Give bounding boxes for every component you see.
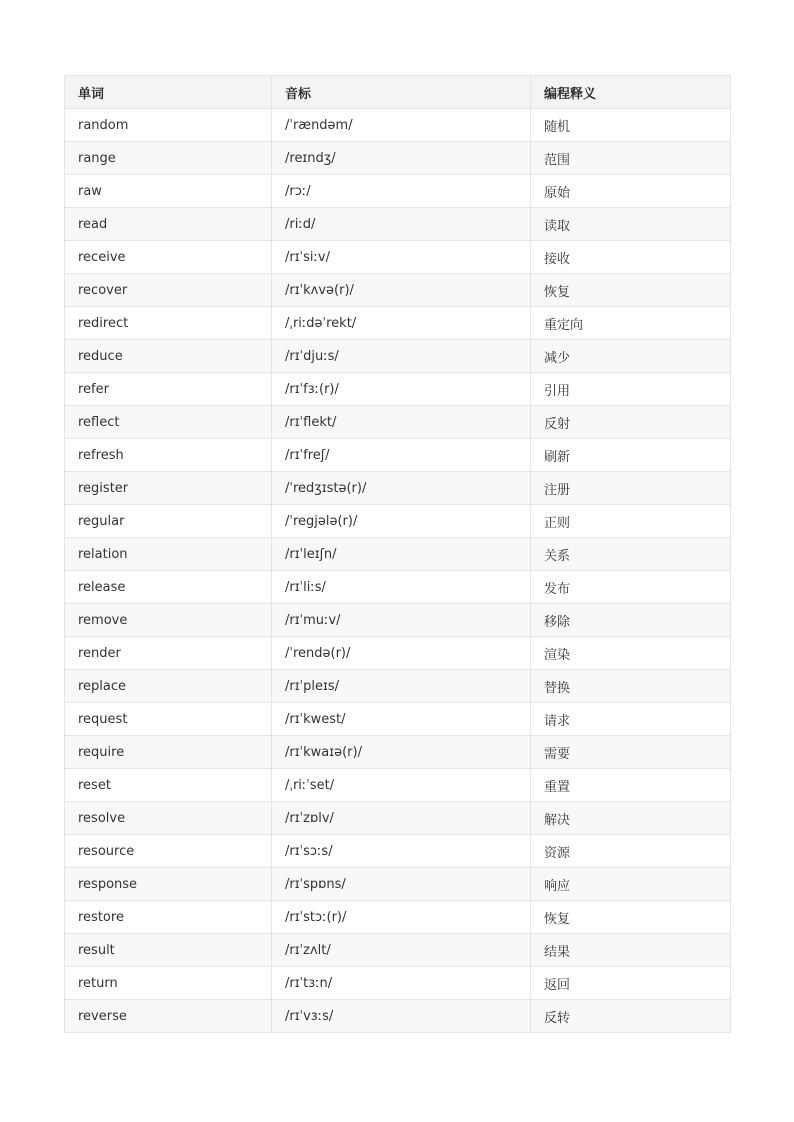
- word-cell: redirect: [65, 307, 272, 340]
- table-row: [65, 1000, 731, 1033]
- word-cell: read: [65, 208, 272, 241]
- definition-cell: 注册: [531, 472, 731, 505]
- table-row: [65, 703, 731, 736]
- table-header: [65, 76, 731, 109]
- phonetic-cell: /rɪˈkwest/: [272, 703, 531, 736]
- table-row: [65, 736, 731, 769]
- definition-cell: 需要: [531, 736, 731, 769]
- word-cell: render: [65, 637, 272, 670]
- table-row: [65, 439, 731, 472]
- word-cell: resolve: [65, 802, 272, 835]
- definition-cell: 发布: [531, 571, 731, 604]
- table-row: [65, 340, 731, 373]
- definition-cell: 随机: [531, 109, 731, 142]
- phonetic-cell: /rɪˈsɔːs/: [272, 835, 531, 868]
- table-row: [65, 934, 731, 967]
- word-cell: register: [65, 472, 272, 505]
- phonetic-cell: /ˌriːdəˈrekt/: [272, 307, 531, 340]
- phonetic-cell: /rɪˈliːs/: [272, 571, 531, 604]
- table-row: [65, 472, 731, 505]
- word-cell: reverse: [65, 1000, 272, 1033]
- table-row: [65, 208, 731, 241]
- table-row: [65, 142, 731, 175]
- phonetic-cell: /ˈregjələ(r)/: [272, 505, 531, 538]
- phonetic-cell: /rɪˈleɪʃn/: [272, 538, 531, 571]
- definition-cell: 资源: [531, 835, 731, 868]
- definition-cell: 渲染: [531, 637, 731, 670]
- word-cell: receive: [65, 241, 272, 274]
- word-cell: random: [65, 109, 272, 142]
- column-header-phonetic: 音标: [272, 76, 531, 109]
- definition-cell: 恢复: [531, 901, 731, 934]
- word-cell: recover: [65, 274, 272, 307]
- phonetic-cell: /rɔː/: [272, 175, 531, 208]
- phonetic-cell: /riːd/: [272, 208, 531, 241]
- word-cell: regular: [65, 505, 272, 538]
- definition-cell: 引用: [531, 373, 731, 406]
- phonetic-cell: /rɪˈpleɪs/: [272, 670, 531, 703]
- definition-cell: 反转: [531, 1000, 731, 1033]
- definition-cell: 移除: [531, 604, 731, 637]
- phonetic-cell: /rɪˈfreʃ/: [272, 439, 531, 472]
- table-body: [65, 109, 731, 1033]
- word-cell: reduce: [65, 340, 272, 373]
- table-row: [65, 571, 731, 604]
- word-cell: reflect: [65, 406, 272, 439]
- definition-cell: 替换: [531, 670, 731, 703]
- phonetic-cell: /ˈredʒɪstə(r)/: [272, 472, 531, 505]
- table-row: [65, 175, 731, 208]
- word-cell: raw: [65, 175, 272, 208]
- phonetic-cell: /rɪˈsiːv/: [272, 241, 531, 274]
- definition-cell: 正则: [531, 505, 731, 538]
- column-header-definition: 编程释义: [531, 76, 731, 109]
- definition-cell: 请求: [531, 703, 731, 736]
- word-cell: resource: [65, 835, 272, 868]
- table-row: [65, 274, 731, 307]
- word-cell: result: [65, 934, 272, 967]
- column-header-word: 单词: [65, 76, 272, 109]
- phonetic-cell: /rɪˈtɜːn/: [272, 967, 531, 1000]
- word-cell: relation: [65, 538, 272, 571]
- table-row: [65, 901, 731, 934]
- definition-cell: 反射: [531, 406, 731, 439]
- table-row: [65, 637, 731, 670]
- phonetic-cell: /rɪˈkʌvə(r)/: [272, 274, 531, 307]
- definition-cell: 恢复: [531, 274, 731, 307]
- word-cell: reset: [65, 769, 272, 802]
- phonetic-cell: /rɪˈdjuːs/: [272, 340, 531, 373]
- word-cell: return: [65, 967, 272, 1000]
- definition-cell: 原始: [531, 175, 731, 208]
- word-cell: release: [65, 571, 272, 604]
- table-row: [65, 802, 731, 835]
- table-row: [65, 505, 731, 538]
- table-row: [65, 835, 731, 868]
- definition-cell: 重置: [531, 769, 731, 802]
- phonetic-cell: /rɪˈzɒlv/: [272, 802, 531, 835]
- table-row: [65, 670, 731, 703]
- phonetic-cell: /rɪˈspɒns/: [272, 868, 531, 901]
- phonetic-cell: /rɪˈfɜː(r)/: [272, 373, 531, 406]
- definition-cell: 刷新: [531, 439, 731, 472]
- word-cell: refresh: [65, 439, 272, 472]
- definition-cell: 响应: [531, 868, 731, 901]
- phonetic-cell: /rɪˈstɔː(r)/: [272, 901, 531, 934]
- word-cell: response: [65, 868, 272, 901]
- phonetic-cell: /ˈrendə(r)/: [272, 637, 531, 670]
- table-row: [65, 373, 731, 406]
- phonetic-cell: /reɪndʒ/: [272, 142, 531, 175]
- word-cell: range: [65, 142, 272, 175]
- definition-cell: 接收: [531, 241, 731, 274]
- table-row: [65, 604, 731, 637]
- phonetic-cell: /rɪˈzʌlt/: [272, 934, 531, 967]
- header-row: [65, 76, 731, 109]
- word-cell: request: [65, 703, 272, 736]
- word-cell: require: [65, 736, 272, 769]
- vocabulary-table: [64, 75, 731, 1033]
- phonetic-cell: /ˌriːˈset/: [272, 769, 531, 802]
- definition-cell: 关系: [531, 538, 731, 571]
- table-row: [65, 868, 731, 901]
- table-row: [65, 538, 731, 571]
- definition-cell: 减少: [531, 340, 731, 373]
- phonetic-cell: /rɪˈflekt/: [272, 406, 531, 439]
- table-row: [65, 307, 731, 340]
- definition-cell: 返回: [531, 967, 731, 1000]
- word-cell: remove: [65, 604, 272, 637]
- table-row: [65, 241, 731, 274]
- table-row: [65, 769, 731, 802]
- definition-cell: 读取: [531, 208, 731, 241]
- table-row: [65, 967, 731, 1000]
- phonetic-cell: /ˈrændəm/: [272, 109, 531, 142]
- definition-cell: 解决: [531, 802, 731, 835]
- definition-cell: 范围: [531, 142, 731, 175]
- table-row: [65, 406, 731, 439]
- definition-cell: 重定向: [531, 307, 731, 340]
- phonetic-cell: /rɪˈmuːv/: [272, 604, 531, 637]
- phonetic-cell: /rɪˈkwaɪə(r)/: [272, 736, 531, 769]
- table-row: [65, 109, 731, 142]
- word-cell: replace: [65, 670, 272, 703]
- phonetic-cell: /rɪˈvɜːs/: [272, 1000, 531, 1033]
- word-cell: restore: [65, 901, 272, 934]
- word-cell: refer: [65, 373, 272, 406]
- definition-cell: 结果: [531, 934, 731, 967]
